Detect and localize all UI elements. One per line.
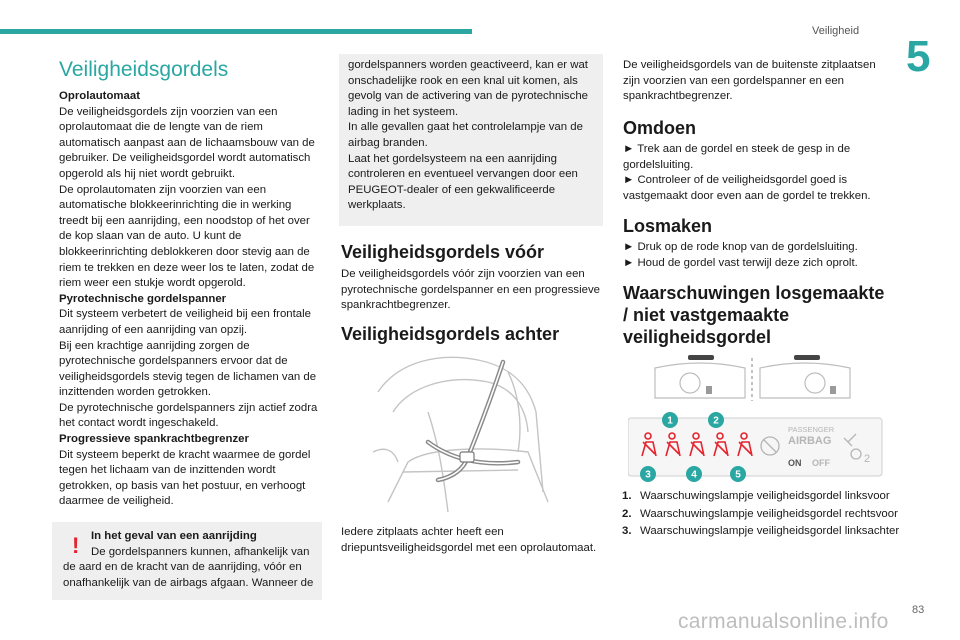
legend-item: 1. Waarschuwingslampje veiligheidsgordel linksvoor (622, 490, 890, 502)
heading-oprolautomaat: Oprolautomaat (59, 90, 141, 102)
passenger-label: PASSENGER (788, 425, 835, 434)
legend-item: 3. Waarschuwingslampje veiligheidsgordel linksachter (622, 525, 900, 538)
section-omdoen (623, 117, 885, 204)
dashboard-overview-illustration (650, 353, 854, 403)
warning-icon: ! (72, 533, 80, 558)
paragraph: De oprolautomaten zijn voorzien van een automatische blokkeerinrichting die in werking treedt bij een aanrijding, een noodstop of het over de kop slaan van de auto. U kunt de blokkeerinrichting deblokkeren door stevig aan de riem te trekken en deze weer los te laten, zodat de riem weer een stukje wordt opgerold. (59, 183, 315, 290)
heading-achter: Veiligheidsgordels achter (341, 324, 560, 344)
seatbelt-warning-panel (628, 412, 884, 484)
chapter-tab (896, 32, 960, 92)
top-accent-bar (0, 29, 472, 34)
heading-losmaken: Losmaken (623, 216, 713, 236)
callout-5: 5 (735, 469, 741, 481)
section-losmaken (623, 215, 885, 271)
page-number: 83 (912, 604, 925, 616)
section-achter (341, 323, 603, 345)
column-1 (59, 89, 323, 510)
bullet-item: ► Druk op de rode knop van de gordelsluiting. (623, 241, 858, 253)
bullet-item: ► Trek aan de gordel en steek de gesp in de gordelsluiting. (623, 143, 851, 171)
legend-list (622, 489, 899, 542)
section-title: Veiligheid (812, 25, 860, 37)
paragraph: De pyrotechnische gordelspanners zijn actief zodra het contact wordt ingeschakeld. (59, 401, 318, 430)
section-voor (341, 241, 603, 314)
paragraph: gordelspanners worden geactiveerd, kan er wat onschadelijke rook en een knal uit komen, als gevolg van de activering van de pyrotechnische lading in het systeem. (348, 59, 588, 118)
paragraph: In alle gevallen gaat het controlelampje van de airbag branden. (348, 121, 583, 149)
column-3-top (623, 58, 885, 105)
warning-content (63, 529, 317, 591)
callout-1: 1 (667, 415, 673, 427)
callout-3: 3 (645, 469, 651, 481)
paragraph: Dit systeem verbetert de veiligheid bij een frontale aanrijding of een aanrijding van opzij. (59, 308, 311, 336)
achter-description (341, 525, 603, 556)
airbag-label: AIRBAG (788, 435, 832, 447)
seat-number: 2 (864, 453, 871, 465)
callout-4: 4 (691, 469, 697, 481)
warning-title: In het geval van een aanrijding (91, 530, 257, 542)
on-label: ON (788, 458, 802, 468)
off-label: OFF (812, 458, 830, 468)
heading-waarschuwingen: Waarschuwingen losgemaakte / niet vastgemaakte veiligheidsgordel (623, 283, 885, 347)
paragraph: De veiligheidsgordels vóór zijn voorzien van een pyrotechnische gordelspanner en een progressieve spankrachtbegrenzer. (341, 268, 600, 312)
paragraph: Laat het gordelsysteem na een aanrijding controleren en eventueel vervangen door een PEUGEOT-dealer of een gekwalificeerde werkplaats. (348, 152, 578, 212)
info-box-content (348, 58, 598, 214)
watermark: carmanualsonline.info (678, 610, 889, 633)
bullet-item: ► Houd de gordel vast terwijl deze zich oprolt. (623, 256, 858, 269)
paragraph: Bij een krachtige aanrijding zorgen de pyrotechnische gordelspanners ervoor dat de veiligheidsgordels stevig tegen de lichamen van de inzittenden worden getrokken. (59, 339, 317, 399)
page-title: Veiligheidsgordels (59, 58, 229, 81)
section-waarschuwingen (623, 282, 893, 348)
chapter-number: 5 (906, 32, 931, 81)
bullet-item: ► Controleer of de veiligheidsgordel goed is vastgemaakt door even aan de gordel te trekken. (623, 174, 871, 202)
callout-2: 2 (713, 415, 719, 427)
heading-omdoen: Omdoen (623, 118, 697, 138)
paragraph: De veiligheidsgordels van de buitenste zitplaatsen zijn voorzien van een gordelspanner en een spankrachtbegrenzer. (623, 59, 876, 103)
paragraph: Iedere zitplaats achter heeft een driepuntsveiligheidsgordel met een oprolautomaat. (341, 526, 597, 554)
legend-item: 2. Waarschuwingslampje veiligheidsgordel rechtsvoor (622, 507, 898, 520)
heading-pyrotechnisch: Pyrotechnische gordelspanner (59, 292, 227, 305)
heading-voor: Veiligheidsgordels vóór (341, 242, 545, 262)
warning-text: De gordelspanners kunnen, afhankelijk van de aard en de kracht van de aanrijding, vóór en onafhankelijk van de airbags afgaan. Wanneer de (63, 545, 314, 589)
paragraph: Dit systeem beperkt de kracht waarmee de gordel tegen het lichaam van de inzittenden wordt getrokken, op basis van het postuur, en verhoogt daarmee de veiligheid. (59, 448, 311, 508)
paragraph: De veiligheidsgordels zijn voorzien van een oprolautomaat die de lengte van de riem automatisch aanpast aan de lichaamsbouw van de gebruiker. De veiligheidsgordel wordt automatisch opgerold als hij niet wordt gebruikt. (59, 105, 315, 180)
rear-seatbelt-illustration (368, 352, 554, 518)
heading-progressief: Progressieve spankrachtbegrenzer (59, 433, 249, 446)
